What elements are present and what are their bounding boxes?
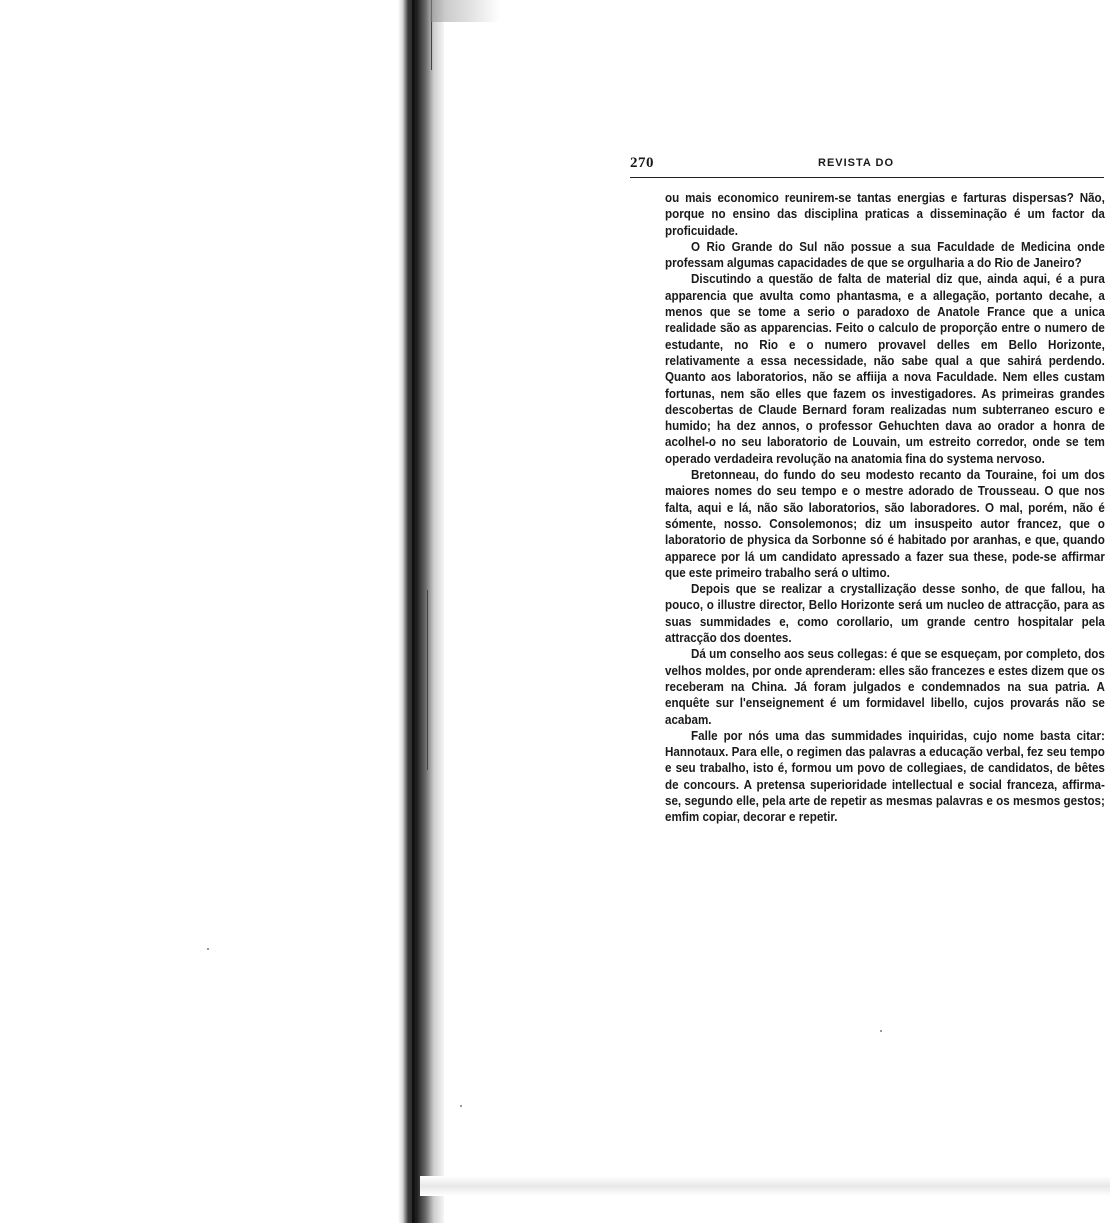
paragraph: O Rio Grande do Sul não possue a sua Faculdade de Medicina onde professam algumas capacidades de que se orgulharia a do Rio de Janeiro?	[665, 239, 1105, 271]
page-header	[630, 155, 1104, 178]
gutter-mark	[427, 590, 428, 770]
paragraph: ou mais economico reunirem-se tantas energias e farturas dispersas? Não, porque no ensino das disciplina praticas a disseminação é um factor da proficuidade.	[665, 191, 1105, 238]
dust-speck	[880, 1030, 882, 1032]
top-smudge	[430, 0, 500, 22]
paragraph: Depois que se realizar a crystallização desse sonho, de que fallou, ha pouco, o illustre director, Bello Horizonte será um nucleo de attracção, para as suas summidades e, como corollario, um grande centro hospitalar pela attracção dos doentes.	[665, 582, 1105, 646]
blank-left-page	[0, 0, 405, 1223]
running-head: REVISTA DO	[818, 157, 895, 169]
paragraph: Dá um conselho aos seus collegas: é que se esqueçam, por completo, dos velhos moldes, por onde aprenderam: elles são francezes e estes dizem que os receberam na China. Já foram julgados e condemnados na sua patria. A enquête sur l'enseignement é um formidavel libello, cujos provarás não se acabam.	[665, 647, 1105, 727]
gutter-edge-line	[412, 0, 415, 1223]
paragraph: Discutindo a questão de falta de material diz que, ainda aqui, é a pura apparencia que avulta como phantasma, e a allegação, portanto decahe, a menos que se tome a serio o paradoxo de Anatole France que a unica realidade são as apparencias. Feito o calculo de proporção entre o numero de estudante, no Rio e o numero provavel delles em Bello Horizonte, relativamente a essa necessidade, não sabe qual a que sahirá perdendo. Quanto aos laboratorios, não se affiija a nova Faculdade. Nem elles custam fortunas, nem são elles que fazem os investigadores. As primeiras grandes descobertas de Claude Bernard foram realizadas num subterraneo escuro e humido; ha dez annos, o professor Gehuchten dava ao orador a honra de acolhel-o no seu laboratorio de Louvain, um estreito corredor, onde se tem operado verdadeira revolução na anatomia fina do systema nervoso.	[665, 272, 1105, 466]
page-number: 270	[630, 155, 654, 171]
book-gutter	[398, 0, 444, 1223]
body-text	[665, 190, 1105, 826]
bottom-scan-band	[420, 1176, 1110, 1196]
paragraph: Falle por nós uma das summidades inquiridas, cujo nome basta citar: Hannotaux. Para elle, o regimen das palavras a educação verbal, fez seu tempo e seu trabalho, isto é, formou um povo de collegiaes, de candidatos, de bêtes de concours. A pretensa superioridade intellectual e social franceza, affirma-se, segundo elle, pela arte de repetir as mesmas palavras e os mesmos gestos; emfim copiar, decorar e repetir.	[665, 728, 1105, 825]
dust-speck	[207, 948, 209, 950]
dust-speck	[460, 1105, 462, 1107]
paragraph: Bretonneau, do fundo do seu modesto recanto da Touraine, foi um dos maiores nomes do seu tempo e o mestre adorado de Trousseau. O que nos falta, aqui e lá, não são laboratorios, são laboradores. O mal, porém, não é sómente, nosso. Consolemonos; diz um insuspeito autor francez, que o laboratorio de physica da Sorbonne só é habitado por aranhas, e que, quando apparece por lá um candidato apressado a fazer sua these, pode-se affirmar que este primeiro trabalho será o ultimo.	[665, 468, 1105, 580]
